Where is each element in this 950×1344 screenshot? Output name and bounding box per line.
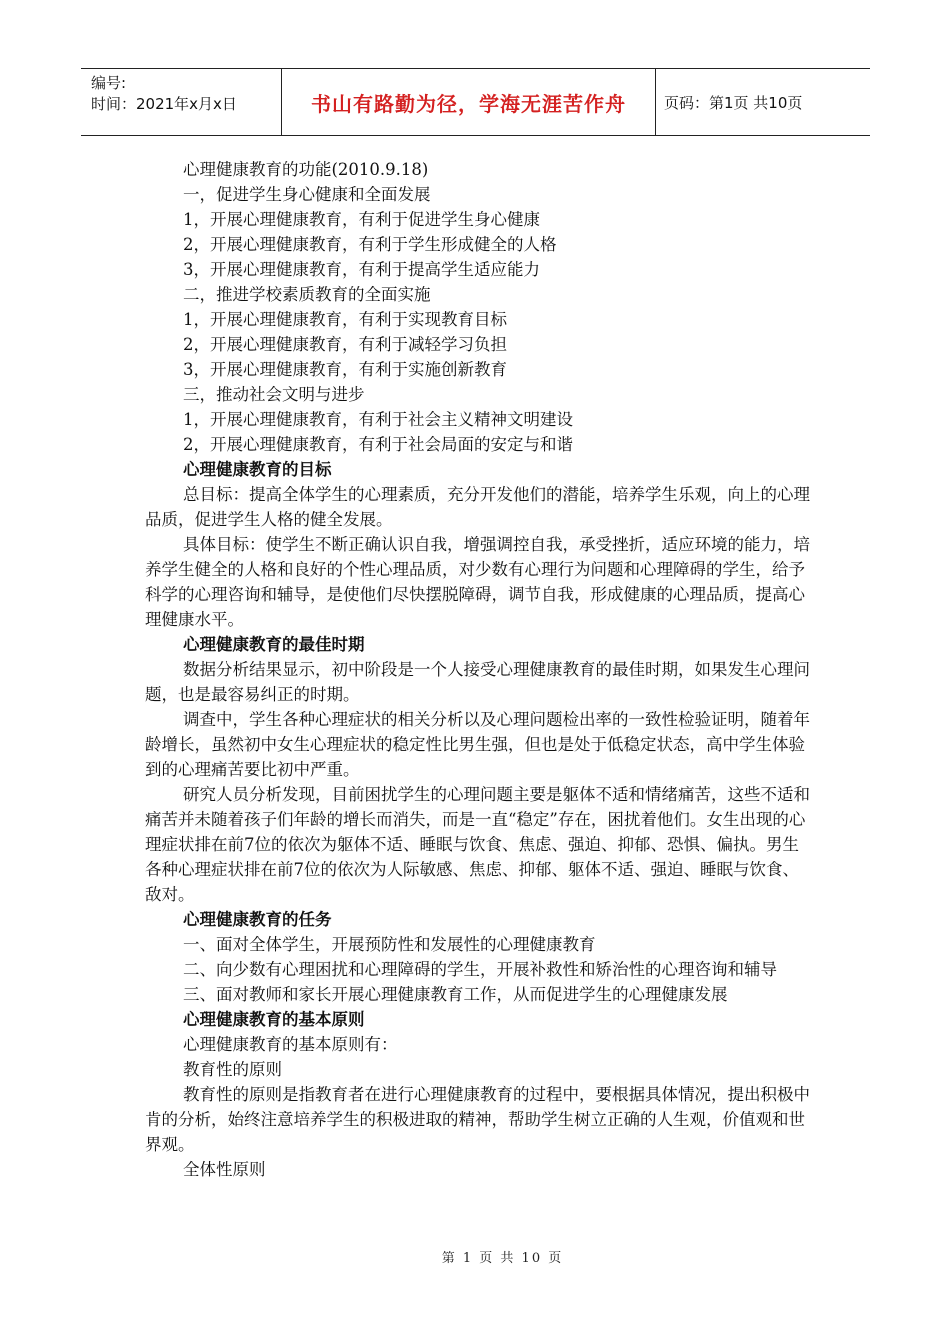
paragraph: 三、面对教师和家长开展心理健康教育工作，从而促进学生的心理健康发展	[183, 985, 728, 1004]
document-header	[81, 68, 870, 136]
document-time: 时间：2021年x月x日	[91, 95, 237, 113]
section-heading-principles: 心理健康教育的基本原则	[183, 1010, 365, 1029]
paragraph: 二、向少数有心理困扰和心理障碍的学生，开展补救性和矫治性的心理咨询和辅导	[183, 960, 777, 979]
header-motto-cell	[282, 69, 656, 135]
section-heading-goals: 心理健康教育的目标	[183, 460, 332, 479]
paragraph: 教育性的原则	[183, 1060, 282, 1079]
paragraph: 1，开展心理健康教育，有利于社会主义精神文明建设	[183, 410, 573, 429]
document-number-label: 编号:	[91, 74, 127, 92]
paragraph: 数据分析结果显示，初中阶段是一个人接受心理健康教育的最佳时期，如果发生心理问题，也是最容易纠正的时期。	[145, 660, 810, 704]
paragraph: 1，开展心理健康教育，有利于实现教育目标	[183, 310, 507, 329]
page-info-text: 页码：第1页 共10页	[664, 93, 803, 112]
paragraph: 调查中，学生各种心理症状的相关分析以及心理问题检出率的一致性检验证明，随着年龄增长，虽然初中女生心理症状的稳定性比男生强，但也是处于低稳定状态，高中学生体验到的心理痛苦要比初中严重。	[145, 710, 810, 779]
header-page-info	[656, 69, 870, 135]
paragraph: 2，开展心理健康教育，有利于学生形成健全的人格	[183, 235, 557, 254]
paragraph: 一，促进学生身心健康和全面发展	[183, 185, 431, 204]
paragraph: 3，开展心理健康教育，有利于实施创新教育	[183, 360, 507, 379]
paragraph: 2，开展心理健康教育，有利于减轻学习负担	[183, 335, 507, 354]
paragraph: 全体性原则	[183, 1160, 266, 1179]
header-motto: 书山有路勤为径，学海无涯苦作舟	[311, 91, 626, 116]
paragraph: 心理健康教育的基本原则有：	[183, 1035, 398, 1054]
paragraph: 3，开展心理健康教育，有利于提高学生适应能力	[183, 260, 540, 279]
header-meta	[81, 69, 282, 135]
paragraph: 三，推动社会文明与进步	[183, 385, 365, 404]
section-title-functions: 心理健康教育的功能(2010.9.18)	[183, 160, 429, 179]
paragraph: 教育性的原则是指教育者在进行心理健康教育的过程中，要根据具体情况，提出积极中肯的分析，始终注意培养学生的积极进取的精神，帮助学生树立正确的人生观，价值观和世界观。	[145, 1085, 810, 1154]
paragraph: 一、面对全体学生，开展预防性和发展性的心理健康教育	[183, 935, 596, 954]
paragraph: 二，推进学校素质教育的全面实施	[183, 285, 431, 304]
paragraph: 2，开展心理健康教育，有利于社会局面的安定与和谐	[183, 435, 573, 454]
section-heading-best-period: 心理健康教育的最佳时期	[183, 635, 365, 654]
document-body	[145, 157, 810, 1182]
paragraph: 1，开展心理健康教育，有利于促进学生身心健康	[183, 210, 540, 229]
page-footer: 第 1 页 共 10 页	[441, 1251, 564, 1266]
section-heading-tasks: 心理健康教育的任务	[183, 910, 332, 929]
paragraph: 研究人员分析发现，目前困扰学生的心理问题主要是躯体不适和情绪痛苦，这些不适和痛苦并未随着孩子们年龄的增长而消失，而是一直“稳定”存在，困扰着他们。女生出现的心理症状排在前7位的依次为躯体不适、睡眠与饮食、焦虑、强迫、抑郁、恐惧、偏执。男生各种心理症状排在前7位的依次为人际敏感、焦虑、抑郁、躯体不适、强迫、睡眠与饮食、敌对。	[145, 785, 810, 904]
paragraph: 具体目标：使学生不断正确认识自我，增强调控自我，承受挫折，适应环境的能力，培养学生健全的人格和良好的个性心理品质，对少数有心理行为问题和心理障碍的学生，给予科学的心理咨询和辅导，是使他们尽快摆脱障碍，调节自我，形成健康的心理品质，提高心理健康水平。	[145, 535, 810, 629]
paragraph: 总目标：提高全体学生的心理素质，充分开发他们的潜能，培养学生乐观，向上的心理品质，促进学生人格的健全发展。	[145, 485, 810, 529]
